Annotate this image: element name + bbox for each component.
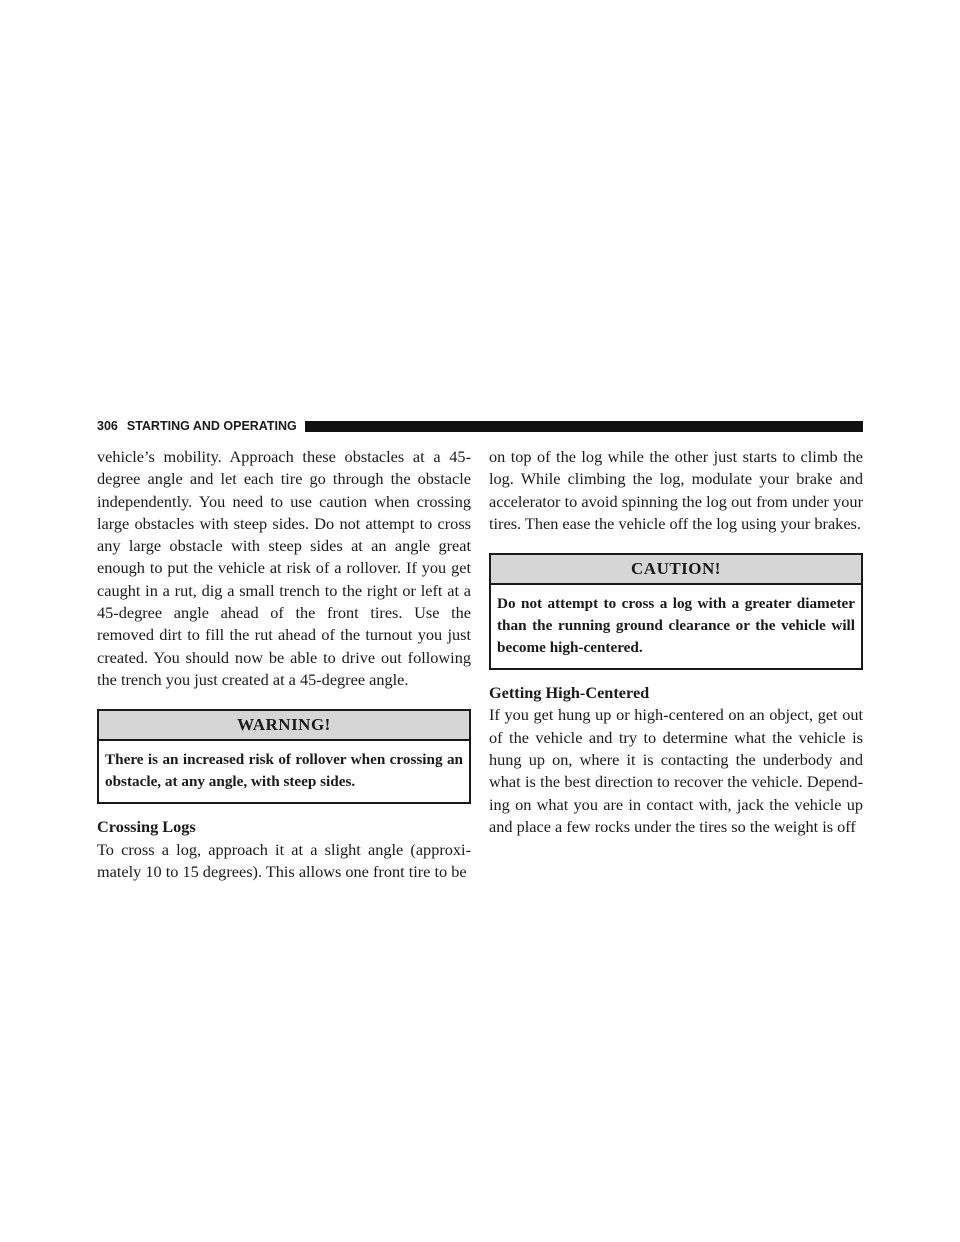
page-header xyxy=(97,419,863,433)
left-column xyxy=(97,446,471,883)
warning-box xyxy=(97,709,471,804)
paragraph-rut-crossing: vehicle’s mobility. Approach these obstacles at a 45-degree angle and let each tire go through the obstacle independently. You need to use caution when crossing large obstacles with steep sides. Do not attempt to cross any large obstacle with steep sides at an angle great enough to put the vehicle at risk of a rollover. If you get caught in a rut, dig a small trench to the right or left at a 45-degree angle ahead of the front tires. Use the removed dirt to fill the rut ahead of the turnout you just created. You should now be able to drive out following the trench you just created at a 45-degree angle. xyxy=(97,447,471,689)
page-number: 306 xyxy=(97,419,118,433)
section-title: STARTING AND OPERATING xyxy=(126,419,297,433)
caution-text: Do not attempt to cross a log with a greater diameter than the running ground clearance or the vehicle will become high-centered. xyxy=(497,595,855,657)
right-column xyxy=(489,446,863,838)
heading-high-centered: Getting High-Centered xyxy=(489,683,650,703)
paragraph-log-climb: on top of the log while the other just starts to climb the log. While climbing the log, modulate your brake and accelerator to avoid spinning the log out from under your tires. Then ease the vehicle off the log using your brakes. xyxy=(489,447,863,533)
paragraph-crossing-logs: To cross a log, approach it at a slight angle (approxi-mately 10 to 15 degrees). This allows one front tire to be xyxy=(97,839,471,881)
caution-title: CAUTION! xyxy=(491,555,861,585)
heading-crossing-logs: Crossing Logs xyxy=(97,817,196,837)
warning-title: WARNING! xyxy=(99,711,469,741)
paragraph-high-centered: If you get hung up or high-centered on an object, get out of the vehicle and try to determine what the vehicle is hung up on, where it is contacting the underbody and what is the best direction to recover the vehicle. Depend-ing on what you are in contact with, jack the vehicle up and place a few rocks under the tires so the weight is off xyxy=(489,705,863,836)
warning-text: There is an increased risk of rollover when crossing an obstacle, at any angle, with steep sides. xyxy=(105,751,463,791)
caution-box xyxy=(489,553,863,670)
header-rule-bar xyxy=(305,421,863,432)
